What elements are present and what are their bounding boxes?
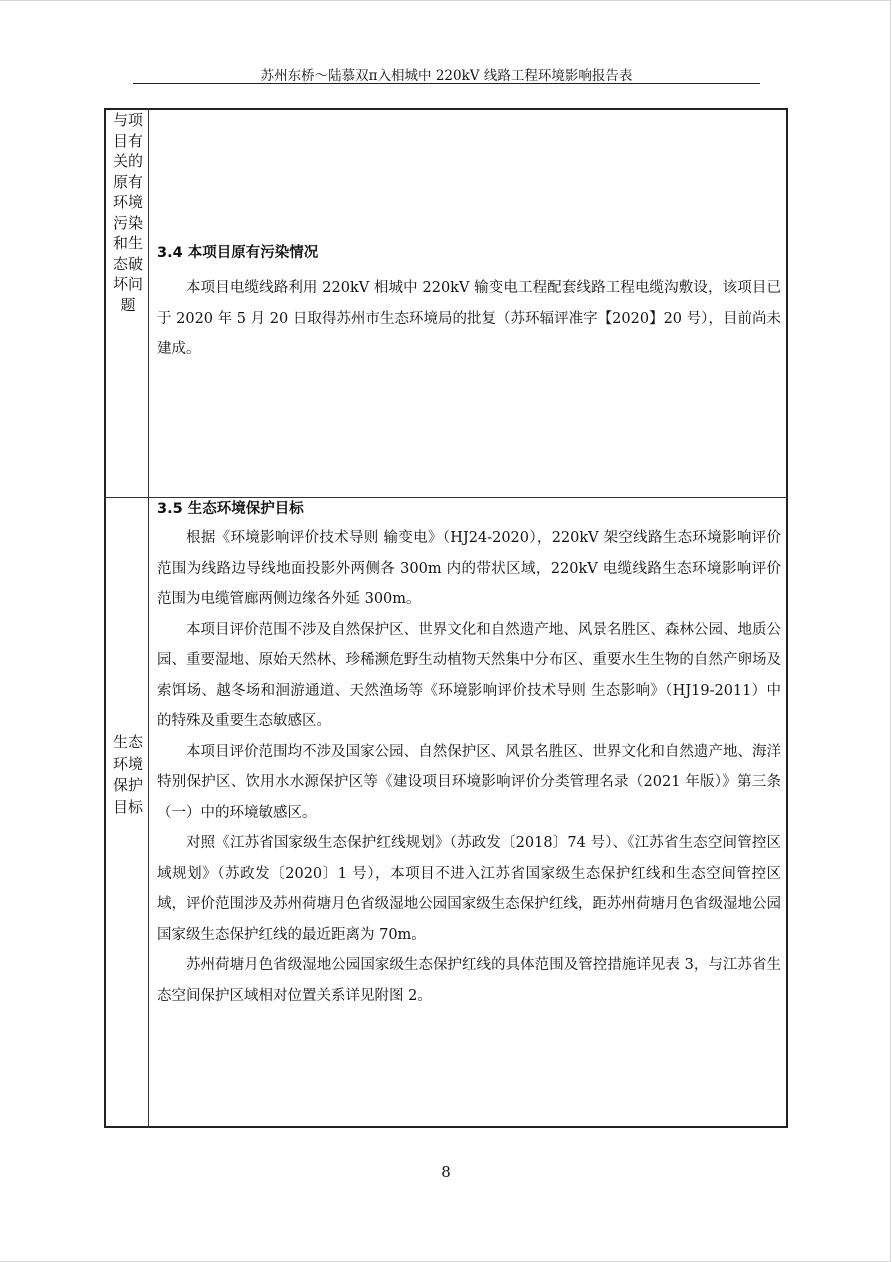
row-label-existing-pollution: 与项目有关的原有环境污染和生态破坏问题	[112, 111, 143, 314]
page-number: 8	[441, 1163, 451, 1181]
paragraph: 本项目电缆线路利用 220kV 相城中 220kV 输变电工程配套线路工程电缆沟敷设，该项目已于 2020 年 5 月 20 日取得苏州市生态环境局的批复（苏环辐评准字【2020】20 号），目前尚未建成。	[157, 280, 781, 357]
page-header: 苏州东桥～陆慕双π入相城中 220kV 线路工程环境影响报告表	[260, 68, 633, 84]
paragraph: 对照《江苏省国家级生态保护红线规划》（苏政发〔2018〕74 号）、《江苏省生态空间管控区域规划》（苏政发〔2020〕1 号），本项目不进入江苏省国家级生态保护红线和生态空间管控区域，评价范围涉及苏州荷塘月色省级湿地公园国家级生态保护红线，距苏州荷塘月色省级湿地公园国家级生态保护红线的最近距离为 70m。	[157, 835, 781, 943]
row-label-eco-protection: 生态环境保护目标	[112, 733, 143, 816]
paragraph: 本项目评价范围均不涉及国家公园、自然保护区、风景名胜区、世界文化和自然遗产地、海洋特别保护区、饮用水水源保护区等《建设项目环境影响评价分类管理名录（2021 年版）》第三条（一）中的环境敏感区。	[157, 743, 781, 821]
section-eco-protection	[157, 499, 781, 1011]
paragraph: 苏州荷塘月色省级湿地公园国家级生态保护红线的具体范围及管控措施详见表 3，与江苏省生态空间保护区域相对位置关系详见附图 2。	[157, 957, 781, 1004]
section-title-3-5: 3.5 生态环境保护目标	[157, 501, 304, 517]
section-existing-pollution	[157, 243, 781, 365]
paragraph: 本项目评价范围不涉及自然保护区、世界文化和自然遗产地、风景名胜区、森林公园、地质公园、重要湿地、原始天然林、珍稀濒危野生动植物天然集中分布区、重要水生生物的自然产卵场及索饵场、越冬场和洄游通道、天然渔场等《环境影响评价技术导则 生态影响》（HJ19-2011）中的特殊及重要生态敏感区。	[157, 621, 781, 729]
table-row-divider	[104, 497, 788, 498]
paragraph: 根据《环境影响评价技术导则 输变电》（HJ24-2020），220kV 架空线路生态环境影响评价范围为线路边导线地面投影外两侧各 300m 内的带状区域，220kV 电缆线路生态环境影响评价范围为电缆管廊两侧边缘各外延 300m。	[157, 530, 781, 607]
header-rule	[133, 83, 760, 84]
table-column-divider	[148, 108, 149, 1128]
section-title-3-4: 3.4 本项目原有污染情况	[157, 245, 319, 261]
